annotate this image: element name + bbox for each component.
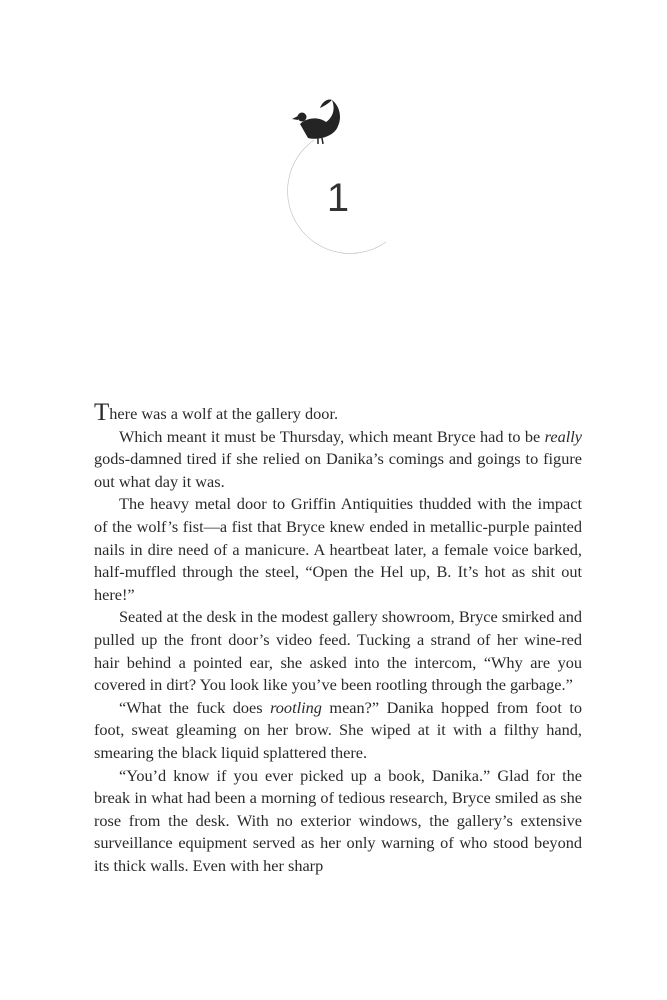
crow-icon — [292, 99, 340, 144]
paragraph-text: mean?” Danika hopped from foot to foot, sweat gleaming on her brow. She wiped at it with a filthy hand, smearing the black liquid splattered there. — [94, 697, 582, 762]
paragraph — [94, 493, 582, 606]
drop-cap: T — [94, 399, 110, 426]
chapter-number: 1 — [326, 176, 350, 220]
paragraph — [94, 697, 582, 765]
paragraph-text: here was a wolf at the gallery door. — [109, 404, 339, 423]
paragraph-text: “You’d know if you ever picked up a book, Danika.” Glad for the break in what had been a morning of tedious research, Bryce smiled as she rose from the desk. With no exterior windows, the gallery’s extensive surveillance equipment served as her only warning of who stood beyond its thick walls. Even with her sharp — [94, 765, 582, 875]
paragraph-text: The heavy metal door to Griffin Antiquities thudded with the impact of the wolf’s fist—a fist that Bryce knew ended in metallic-purple painted nails in dire need of a manicure. A heartbeat later, a female voice barked, half-muffled through the steel, “Open the Hel up, B. It’s hot as shit out here!” — [94, 494, 582, 604]
chapter-body — [94, 400, 582, 877]
paragraph-text: gods-damned tired if she relied on Danika’s comings and goings to figure out what day it was. — [94, 449, 582, 491]
paragraph — [94, 426, 582, 494]
paragraph-text: Which meant it must be Thursday, which meant Bryce had to be — [119, 426, 545, 446]
paragraph — [94, 606, 582, 696]
paragraph — [94, 400, 582, 426]
paragraph — [94, 765, 582, 878]
paragraph-text: “What the fuck does — [119, 697, 271, 717]
paragraph-text: Seated at the desk in the modest gallery showroom, Bryce smirked and pulled up the front door’s video feed. Tucking a strand of her wine-red hair behind a pointed ear, she asked into the intercom, “Why are you covered in dirt? You look like you’ve been rootling through the garbage.” — [94, 607, 582, 695]
emphasized-word: rootling — [270, 697, 322, 717]
emphasized-word: really — [544, 426, 582, 446]
